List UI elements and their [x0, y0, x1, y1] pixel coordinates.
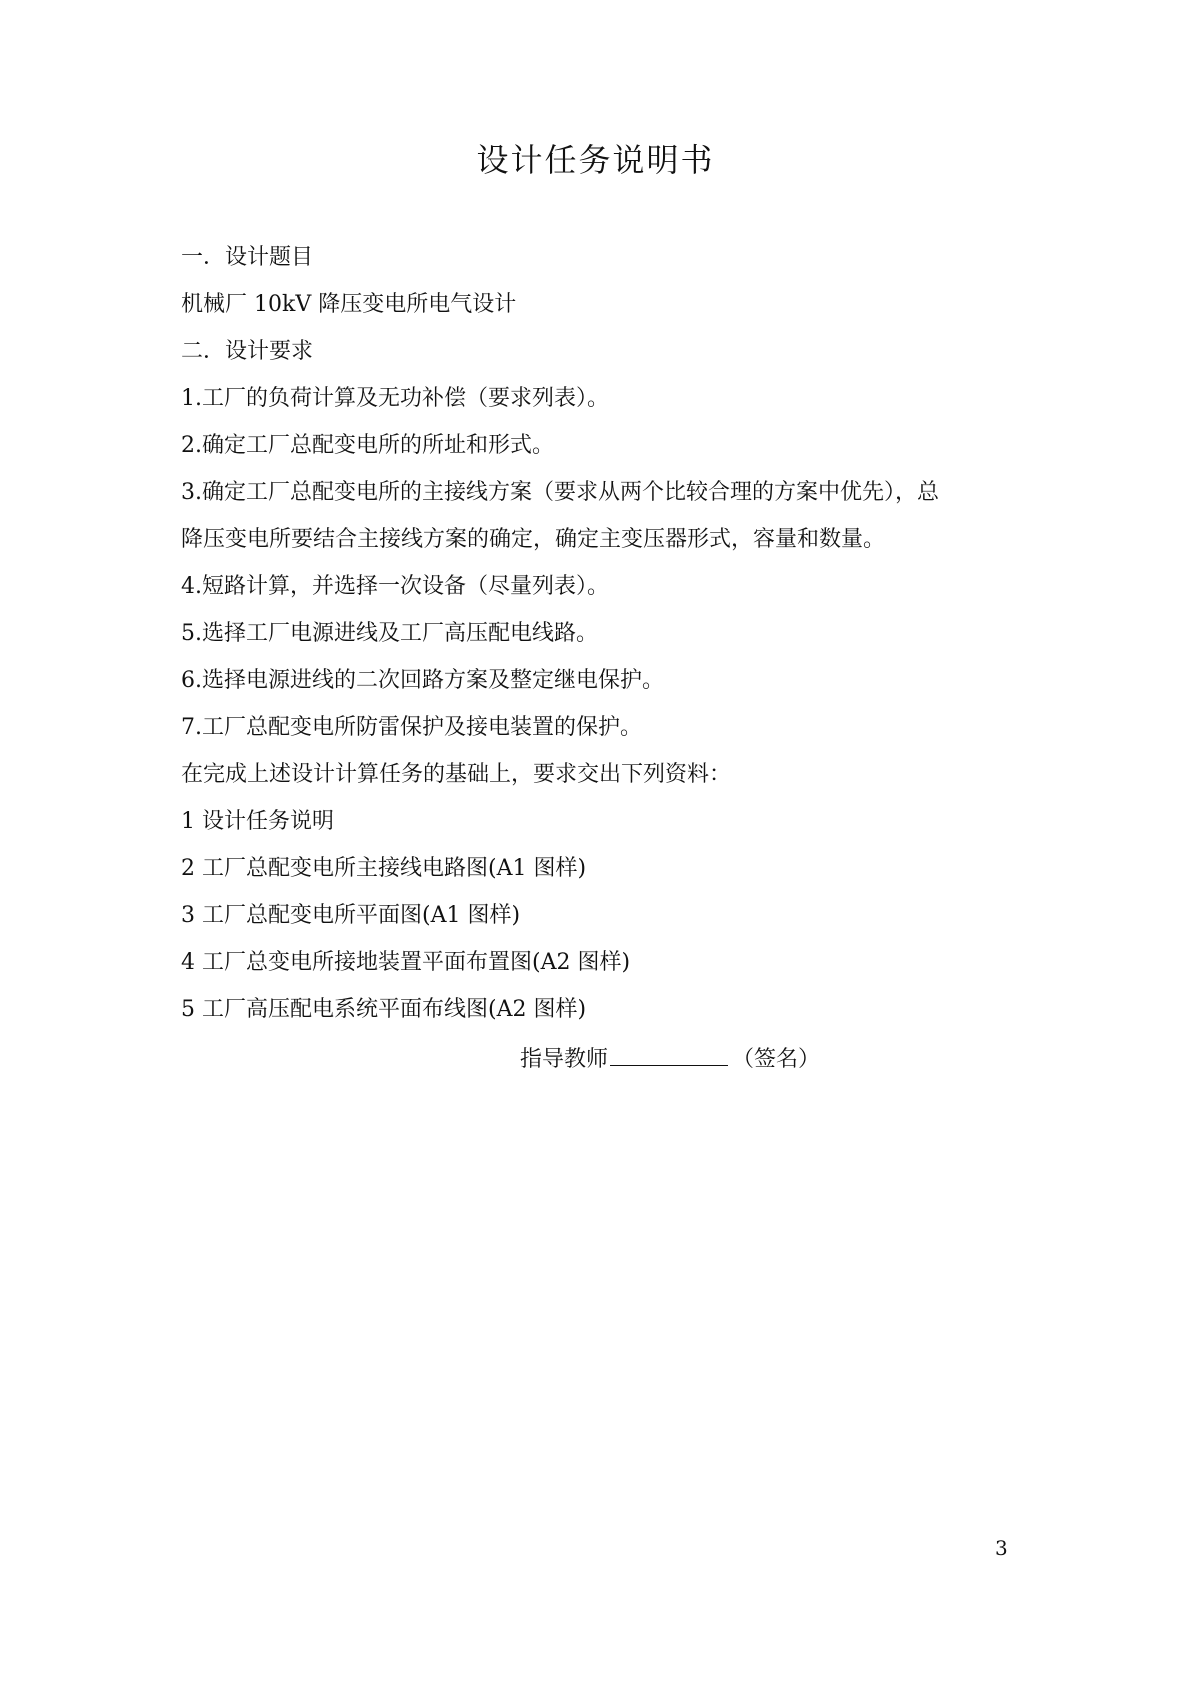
signature-blank[interactable]: [610, 1043, 728, 1066]
requirement-item-4: 4.短路计算，并选择一次设备（尽量列表）。: [181, 574, 609, 599]
signature-line: [520, 1043, 820, 1075]
deliverable-item-2: 2 工厂总配变电所主接线电路图(A1 图样): [181, 856, 587, 881]
design-topic: 机械厂 10kV 降压变电所电气设计: [181, 292, 517, 317]
requirement-item-1: 1.工厂的负荷计算及无功补偿（要求列表）。: [181, 386, 609, 411]
section-heading-requirements: 二．设计要求: [181, 339, 314, 364]
requirement-item-3: 3.确定工厂总配变电所的主接线方案（要求从两个比较合理的方案中优先），总: [181, 480, 939, 505]
deliverable-item-3: 3 工厂总配变电所平面图(A1 图样): [181, 903, 521, 928]
page-number: 3: [995, 1536, 1008, 1560]
section-heading-topic: 一．设计题目: [181, 245, 314, 270]
deliverable-item-4: 4 工厂总变电所接地装置平面布置图(A2 图样): [181, 950, 631, 975]
document-title: 设计任务说明书: [476, 141, 715, 179]
requirement-item-6: 6.选择电源进线的二次回路方案及整定继电保护。: [181, 668, 664, 693]
signature-suffix: （签名）: [732, 1047, 821, 1072]
requirement-item-2: 2.确定工厂总配变电所的所址和形式。: [181, 433, 554, 458]
deliverables-intro: 在完成上述设计计算任务的基础上，要求交出下列资料：: [181, 762, 732, 787]
signature-label: 指导教师: [520, 1047, 609, 1072]
requirement-item-3-continued: 降压变电所要结合主接线方案的确定，确定主变压器形式，容量和数量。: [181, 527, 886, 552]
deliverable-item-1: 1 设计任务说明: [181, 809, 334, 834]
requirement-item-5: 5.选择工厂电源进线及工厂高压配电线路。: [181, 621, 598, 646]
deliverable-item-5: 5 工厂高压配电系统平面布线图(A2 图样): [181, 997, 587, 1022]
requirement-item-7: 7.工厂总配变电所防雷保护及接电装置的保护。: [181, 715, 642, 740]
